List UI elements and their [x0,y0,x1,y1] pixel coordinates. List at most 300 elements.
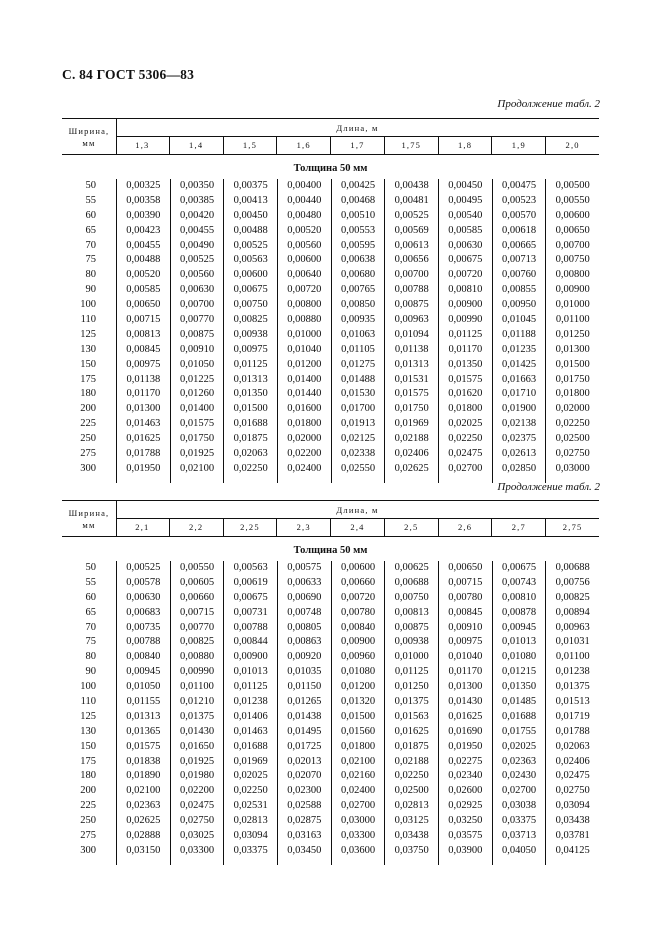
spacer-cell [492,859,546,865]
volume-cell: 0,00910 [170,343,224,358]
width-cell: 55 [85,576,96,588]
volume-cell: 0,00358 [116,194,170,209]
volume-cell: 0,01513 [545,695,599,710]
volume-cell: 0,01625 [384,725,438,740]
continuation-label: Продолжение табл. 2 [497,481,600,493]
width-cell: 150 [80,358,96,370]
volume-cell: 0,02250 [223,462,277,477]
volume-cell: 0,00630 [116,591,170,606]
volume-cell: 0,00950 [492,298,546,313]
volume-cell: 0,00720 [277,283,331,298]
volume-cell: 0,00825 [170,635,224,650]
table-row [62,402,599,417]
volume-cell: 0,00488 [116,253,170,268]
length-column-header: 1,9 [491,136,545,154]
volume-cell: 0,01575 [384,387,438,402]
volume-cell: 0,00520 [116,268,170,283]
table-row [62,179,599,194]
table-row [62,755,599,770]
length-column-header: 1,75 [384,136,438,154]
volume-cell: 0,01488 [331,373,385,388]
volume-cell: 0,00600 [223,268,277,283]
volume-cell: 0,01500 [223,402,277,417]
spacer-cell [223,477,277,483]
volume-cell: 0,00523 [492,194,546,209]
volume-cell: 0,01788 [116,447,170,462]
volume-cell: 0,02430 [492,769,546,784]
volume-cell: 0,00715 [116,313,170,328]
volume-cell: 0,02625 [384,462,438,477]
volume-cell: 0,00438 [384,179,438,194]
table-row [62,209,599,224]
volume-cell: 0,01250 [545,328,599,343]
volume-cell: 0,00495 [438,194,492,209]
volume-cell: 0,00800 [277,298,331,313]
volume-cell: 0,01210 [170,695,224,710]
volume-cell: 0,00688 [384,576,438,591]
volume-cell: 0,01125 [384,665,438,680]
volume-cell: 0,00770 [170,621,224,636]
volume-cell: 0,03163 [277,829,331,844]
volume-cell: 0,01575 [116,740,170,755]
width-cell: 225 [80,800,96,812]
volume-cell: 0,02250 [545,417,599,432]
volume-cell: 0,00625 [384,561,438,576]
width-column-header [62,501,117,536]
volume-cell: 0,00990 [438,313,492,328]
table-row [62,224,599,239]
table-row [62,194,599,209]
volume-cell: 0,00748 [277,606,331,621]
volume-cell: 0,02000 [277,432,331,447]
width-cell: 150 [80,740,96,752]
table-row [62,814,599,829]
data-table [62,500,599,865]
volume-cell: 0,00675 [492,561,546,576]
volume-cell: 0,01688 [223,740,277,755]
volume-cell: 0,02475 [545,769,599,784]
volume-cell: 0,00880 [277,313,331,328]
volume-cell: 0,03375 [492,814,546,829]
volume-cell: 0,01350 [223,387,277,402]
volume-cell: 0,02613 [492,447,546,462]
volume-cell: 0,00553 [331,224,385,239]
volume-cell: 0,02200 [170,784,224,799]
volume-cell: 0,00788 [223,621,277,636]
volume-cell: 0,00770 [170,313,224,328]
volume-cell: 0,00800 [545,268,599,283]
volume-cell: 0,01000 [545,298,599,313]
volume-cell: 0,01700 [331,402,385,417]
width-cell: 70 [85,239,96,251]
volume-cell: 0,01485 [492,695,546,710]
volume-cell: 0,00630 [438,239,492,254]
volume-cell: 0,01013 [492,635,546,650]
volume-cell: 0,00475 [492,179,546,194]
volume-cell: 0,01188 [492,328,546,343]
width-cell: 75 [85,254,96,266]
volume-cell: 0,01430 [438,695,492,710]
volume-cell: 0,00850 [331,298,385,313]
volume-cell: 0,02375 [492,432,546,447]
volume-cell: 0,02475 [438,447,492,462]
width-cell: 65 [85,224,96,236]
volume-cell: 0,00945 [116,665,170,680]
volume-cell: 0,01100 [545,650,599,665]
volume-cell: 0,00900 [545,283,599,298]
volume-cell: 0,00350 [170,179,224,194]
volume-cell: 0,03375 [223,844,277,859]
volume-cell: 0,02700 [331,799,385,814]
volume-cell: 0,00683 [116,606,170,621]
volume-cell: 0,00650 [116,298,170,313]
volume-cell: 0,03125 [384,814,438,829]
width-cell: 175 [80,755,96,767]
table-row [62,253,599,268]
volume-cell: 0,01969 [384,417,438,432]
table-row [62,268,599,283]
volume-cell: 0,01890 [116,769,170,784]
volume-cell: 0,00525 [384,209,438,224]
volume-cell: 0,02625 [116,814,170,829]
volume-cell: 0,01350 [492,680,546,695]
volume-cell: 0,00619 [223,576,277,591]
volume-cell: 0,00563 [223,253,277,268]
volume-cell: 0,03250 [438,814,492,829]
volume-cell: 0,01500 [545,358,599,373]
table-row [62,298,599,313]
volume-cell: 0,01969 [223,755,277,770]
volume-cell: 0,02700 [492,784,546,799]
volume-cell: 0,00805 [277,621,331,636]
spacer-cell [116,859,170,865]
volume-cell: 0,01430 [170,725,224,740]
volume-cell: 0,00638 [331,253,385,268]
table-row [62,725,599,740]
thickness-subtitle: Толщина 50 мм [293,163,368,174]
volume-cell: 0,02250 [223,784,277,799]
spacer-cell [438,477,492,483]
volume-cell: 0,00900 [223,650,277,665]
volume-cell: 0,01045 [492,313,546,328]
volume-cell: 0,01375 [545,680,599,695]
width-cell: 125 [80,710,96,722]
volume-cell: 0,01663 [492,373,546,388]
volume-cell: 0,00440 [277,194,331,209]
volume-cell: 0,01800 [331,740,385,755]
volume-cell: 0,00660 [170,591,224,606]
table-row [62,576,599,591]
volume-cell: 0,00700 [545,239,599,254]
volume-cell: 0,00813 [116,328,170,343]
volume-cell: 0,00510 [331,209,385,224]
volume-cell: 0,01125 [223,680,277,695]
volume-cell: 0,00413 [223,194,277,209]
volume-cell: 0,00480 [277,209,331,224]
volume-cell: 0,00525 [223,239,277,254]
volume-cell: 0,01463 [116,417,170,432]
volume-cell: 0,03300 [331,829,385,844]
volume-cell: 0,02138 [492,417,546,432]
width-cell: 110 [80,696,96,708]
table-row [62,650,599,665]
volume-cell: 0,02275 [438,755,492,770]
volume-cell: 0,01138 [116,373,170,388]
volume-cell: 0,03438 [545,814,599,829]
volume-cell: 0,00825 [545,591,599,606]
volume-cell: 0,02160 [331,769,385,784]
table-row [62,695,599,710]
width-cell: 90 [85,284,96,296]
width-cell: 65 [85,606,96,618]
spacer-cell [331,859,385,865]
volume-cell: 0,00813 [384,606,438,621]
width-cell: 275 [80,448,96,460]
volume-cell: 0,00920 [277,650,331,665]
table-row [62,283,599,298]
volume-cell: 0,00720 [331,591,385,606]
thickness-subtitle: Толщина 50 мм [293,545,368,556]
volume-cell: 0,02888 [116,829,170,844]
table-row [62,635,599,650]
volume-cell: 0,00675 [223,591,277,606]
volume-cell: 0,00756 [545,576,599,591]
table-row [62,606,599,621]
volume-cell: 0,02475 [170,799,224,814]
volume-cell: 0,01710 [492,387,546,402]
volume-cell: 0,01170 [438,665,492,680]
volume-cell: 0,03438 [384,829,438,844]
volume-cell: 0,00650 [545,224,599,239]
volume-cell: 0,02250 [384,769,438,784]
width-cell: 130 [80,343,96,355]
volume-cell: 0,00585 [116,283,170,298]
volume-cell: 0,01750 [170,432,224,447]
volume-cell: 0,00900 [331,635,385,650]
volume-cell: 0,03781 [545,829,599,844]
volume-cell: 0,01500 [331,710,385,725]
volume-cell: 0,01260 [170,387,224,402]
volume-cell: 0,00700 [170,298,224,313]
volume-cell: 0,02063 [223,447,277,462]
volume-cell: 0,01406 [223,710,277,725]
volume-cell: 0,00938 [384,635,438,650]
spacer-cell [331,477,385,483]
volume-cell: 0,00963 [384,313,438,328]
volume-cell: 0,01900 [492,402,546,417]
volume-cell: 0,00569 [384,224,438,239]
volume-cell: 0,02025 [438,417,492,432]
volume-cell: 0,01620 [438,387,492,402]
width-cell: 100 [80,299,96,311]
volume-cell: 0,01300 [438,680,492,695]
width-unit-label: мм [82,519,96,530]
volume-cell: 0,01138 [384,343,438,358]
width-cell: 175 [80,373,96,385]
volume-cell: 0,00450 [438,179,492,194]
table-row [62,829,599,844]
volume-cell: 0,01688 [492,710,546,725]
volume-cell: 0,01031 [545,635,599,650]
volume-cell: 0,00680 [331,268,385,283]
width-cell: 55 [85,194,96,206]
spacer-cell [62,477,116,483]
width-column-header [62,119,117,154]
volume-cell: 0,00390 [116,209,170,224]
volume-cell: 0,00975 [438,635,492,650]
volume-cell: 0,02600 [438,784,492,799]
volume-cell: 0,01000 [384,650,438,665]
volume-cell: 0,01225 [170,373,224,388]
volume-cell: 0,00425 [331,179,385,194]
width-cell: 250 [80,433,96,445]
table-row [62,432,599,447]
width-cell: 70 [85,621,96,633]
volume-cell: 0,03094 [223,829,277,844]
volume-cell: 0,02400 [331,784,385,799]
table-header [62,118,599,155]
volume-cell: 0,00640 [277,268,331,283]
table-row [62,343,599,358]
table-row [62,373,599,388]
volume-cell: 0,03300 [170,844,224,859]
volume-cell: 0,00690 [277,591,331,606]
spacer-cell [223,859,277,865]
volume-cell: 0,00938 [223,328,277,343]
volume-cell: 0,01375 [170,710,224,725]
volume-cell: 0,01913 [331,417,385,432]
volume-cell: 0,00750 [384,591,438,606]
table-row [62,710,599,725]
spacer-cell [384,859,438,865]
volume-cell: 0,01755 [492,725,546,740]
volume-cell: 0,02750 [545,784,599,799]
volume-cell: 0,01300 [116,402,170,417]
volume-cell: 0,01125 [223,358,277,373]
width-cell: 50 [85,180,96,191]
width-cell: 90 [85,666,96,678]
volume-cell: 0,01750 [545,373,599,388]
volume-cell: 0,02925 [438,799,492,814]
volume-cell: 0,02813 [223,814,277,829]
table-body [62,179,599,483]
length-columns [116,518,599,536]
volume-cell: 0,01400 [277,373,331,388]
volume-cell: 0,03025 [170,829,224,844]
volume-cell: 0,00550 [545,194,599,209]
table-row [62,621,599,636]
volume-cell: 0,02200 [277,447,331,462]
length-column-header: 2,25 [223,518,277,536]
volume-cell: 0,01575 [170,417,224,432]
volume-cell: 0,01238 [223,695,277,710]
volume-cell: 0,01725 [277,740,331,755]
length-column-header: 2,0 [545,136,599,154]
volume-cell: 0,00675 [438,253,492,268]
volume-cell: 0,01013 [223,665,277,680]
width-cell: 80 [85,269,96,281]
volume-cell: 0,03713 [492,829,546,844]
volume-cell: 0,02338 [331,447,385,462]
length-columns [116,136,599,154]
volume-cell: 0,00743 [492,576,546,591]
volume-cell: 0,00675 [223,283,277,298]
volume-cell: 0,00810 [438,283,492,298]
volume-cell: 0,00605 [170,576,224,591]
length-column-header: 2,2 [169,518,223,536]
volume-cell: 0,01170 [438,343,492,358]
table-row [62,680,599,695]
volume-cell: 0,02100 [116,784,170,799]
table-row [62,561,599,576]
volume-cell: 0,00563 [223,561,277,576]
volume-cell: 0,01925 [170,447,224,462]
volume-cell: 0,00844 [223,635,277,650]
volume-cell: 0,02750 [545,447,599,462]
spacer-cell [384,477,438,483]
volume-cell: 0,01155 [116,695,170,710]
volume-cell: 0,01750 [384,402,438,417]
volume-cell: 0,02500 [545,432,599,447]
volume-cell: 0,02406 [384,447,438,462]
volume-cell: 0,00560 [170,268,224,283]
volume-cell: 0,02406 [545,755,599,770]
table-row [62,239,599,254]
volume-cell: 0,00630 [170,283,224,298]
volume-cell: 0,00575 [277,561,331,576]
volume-cell: 0,00525 [170,253,224,268]
volume-cell: 0,00660 [331,576,385,591]
volume-cell: 0,01300 [545,343,599,358]
width-cell: 125 [80,328,96,340]
table-row [62,358,599,373]
volume-cell: 0,02188 [384,755,438,770]
width-label-line: Ширина, [68,125,110,136]
volume-cell: 0,00750 [545,253,599,268]
volume-cell: 0,00633 [277,576,331,591]
volume-cell: 0,00715 [170,606,224,621]
volume-cell: 0,00788 [116,635,170,650]
spacer-cell [545,859,599,865]
table-row [62,328,599,343]
volume-cell: 0,01313 [116,710,170,725]
volume-cell: 0,03600 [331,844,385,859]
volume-cell: 0,01438 [277,710,331,725]
volume-cell: 0,01625 [116,432,170,447]
volume-cell: 0,00875 [384,298,438,313]
volume-cell: 0,00490 [170,239,224,254]
length-column-header: 2,1 [135,522,150,532]
volume-cell: 0,00585 [438,224,492,239]
volume-cell: 0,00760 [492,268,546,283]
volume-cell: 0,00780 [331,606,385,621]
volume-cell: 0,03000 [331,814,385,829]
length-column-header: 1,4 [169,136,223,154]
width-cell: 80 [85,651,96,663]
volume-cell: 0,01788 [545,725,599,740]
volume-cell: 0,01365 [116,725,170,740]
volume-cell: 0,00600 [277,253,331,268]
volume-cell: 0,01320 [331,695,385,710]
volume-cell: 0,00894 [545,606,599,621]
volume-cell: 0,00560 [277,239,331,254]
table-row [62,740,599,755]
length-column-header: 2,75 [545,518,599,536]
spacer-cell [170,859,224,865]
volume-cell: 0,01425 [492,358,546,373]
volume-cell: 0,01495 [277,725,331,740]
volume-cell: 0,03000 [545,462,599,477]
